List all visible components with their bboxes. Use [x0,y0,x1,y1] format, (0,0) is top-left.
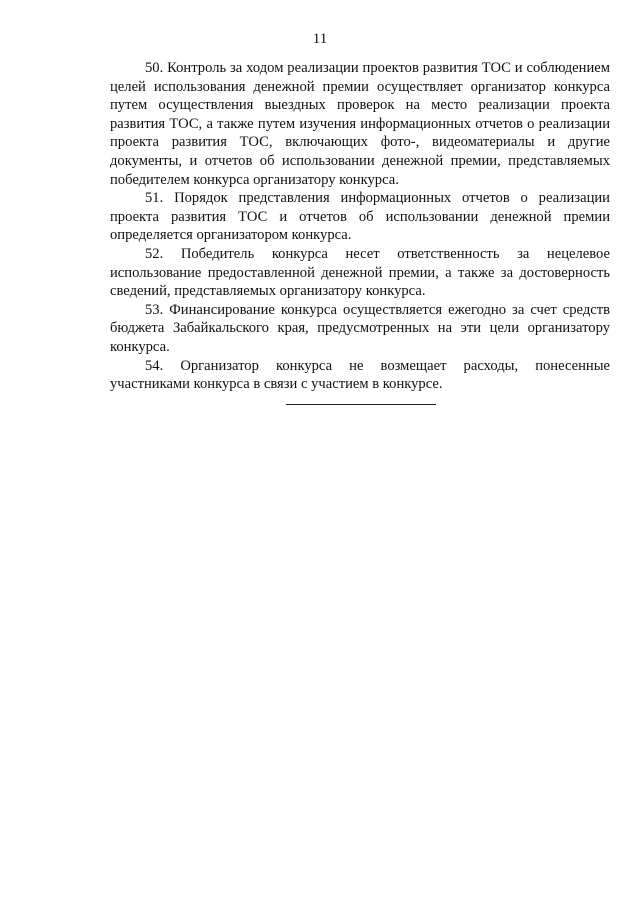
page-number: 11 [312,31,328,47]
paragraph-53: 53. Финансирование конкурса осуществляется ежегодно за счет средств бюджета Забайкальского края, предусмотренных на эти цели организатору конкурса. [110,301,610,355]
paragraph-50: 50. Контроль за ходом реализации проектов развития ТОС и соблюдением целей использования денежной премии осуществляет организатор конкурса путем осуществления выездных проверок на место реализации проекта развития ТОС, а также путем изучения информационных отчетов о реализации проекта развития ТОС, включающих фото-, видеоматериалы и другие документы, и отчетов об использовании денежной премии, представляемых победителем конкурса организатору конкурса. [110,60,610,188]
document-body [110,59,610,394]
paragraph-52: 52. Победитель конкурса несет ответственность за нецелевое использование предоставленной денежной премии, а также за достоверность сведений, представляемых организатору конкурса. [110,245,610,300]
paragraph-51: 51. Порядок представления информационных отчетов о реализации проекта развития ТОС и отчетов об использовании денежной премии определяется организатором конкурса. [110,190,610,244]
end-of-document-rule [286,404,436,405]
paragraph-54: 54. Организатор конкурса не возмещает расходы, понесенные участниками конкурса в связи с участием в конкурсе. [110,357,610,393]
